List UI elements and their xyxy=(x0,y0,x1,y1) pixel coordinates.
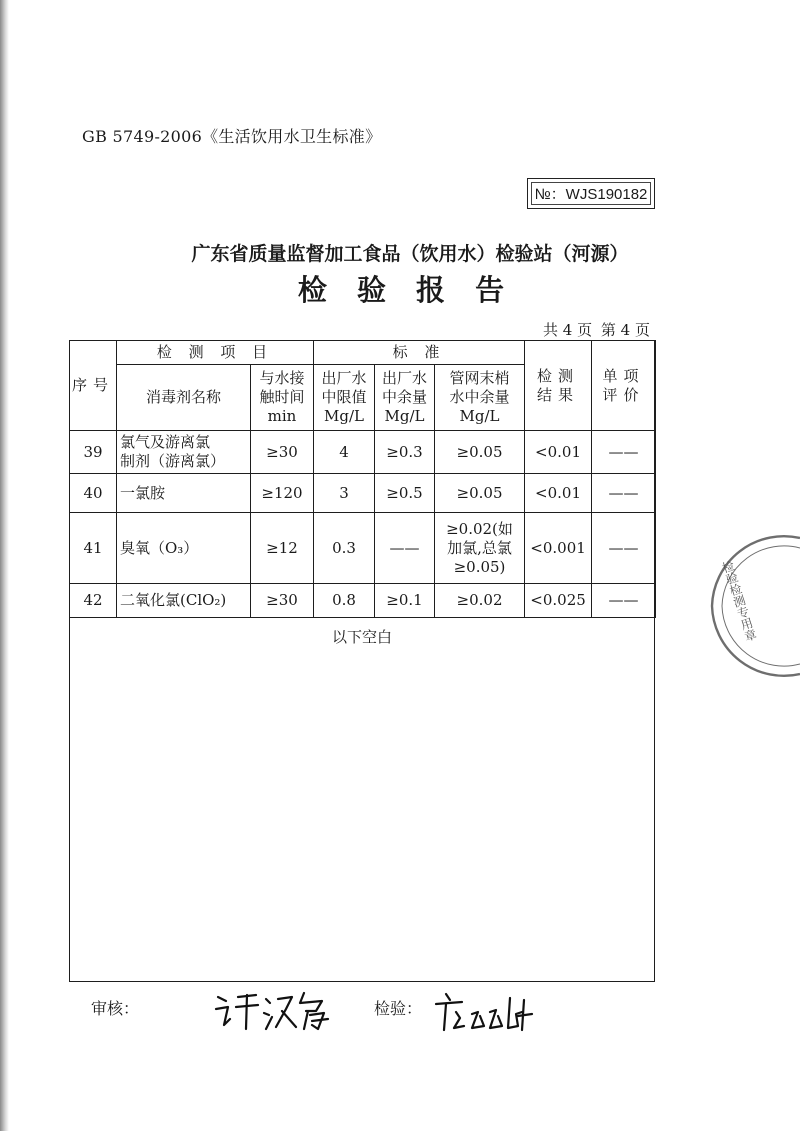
cell-plant-residual: ≥0.3 xyxy=(375,431,435,474)
reviewer-signature xyxy=(212,985,342,1035)
cell-seq: 42 xyxy=(70,584,117,618)
cell-plant-residual: ≥0.1 xyxy=(375,584,435,618)
page-current: 第 4 页 xyxy=(600,321,650,339)
cell-name: 氯气及游离氯 制剂（游离氯） xyxy=(117,431,251,474)
seal-text: 检验检测专用章 xyxy=(719,558,759,644)
header-disinfectant-name: 消毒剂名称 xyxy=(117,365,251,431)
header-contact-time: 与水接 触时间 min xyxy=(251,365,314,431)
report-number: №：WJS190182 xyxy=(534,186,648,203)
table-row xyxy=(70,584,656,618)
cell-limit: 4 xyxy=(314,431,375,474)
cell-contact: ≥120 xyxy=(251,474,314,513)
header-network-residual: 管网末梢 水中余量 Mg/L xyxy=(435,365,525,431)
inspector-label: 检验： xyxy=(374,999,423,1018)
cell-network-residual: ≥0.02(如 加氯,总氯 ≥0.05) xyxy=(435,513,525,584)
report-number-box xyxy=(527,178,655,209)
cell-result: <0.01 xyxy=(525,474,592,513)
cell-evaluation: —— xyxy=(592,474,656,513)
cell-plant-residual: ≥0.5 xyxy=(375,474,435,513)
header-evaluation: 单项 评价 xyxy=(592,341,656,431)
cell-contact: ≥30 xyxy=(251,431,314,474)
cell-evaluation: —— xyxy=(592,584,656,618)
cell-evaluation: —— xyxy=(592,431,656,474)
header-item-group: 检 测 项 目 xyxy=(117,341,314,365)
cell-result: <0.01 xyxy=(525,431,592,474)
cell-result: <0.025 xyxy=(525,584,592,618)
table-row xyxy=(70,474,656,513)
cell-result: <0.001 xyxy=(525,513,592,584)
cell-name: 一氯胺 xyxy=(117,474,251,513)
official-seal xyxy=(700,520,800,690)
cell-plant-residual: —— xyxy=(375,513,435,584)
inspector-signature xyxy=(432,990,542,1038)
cell-network-residual: ≥0.05 xyxy=(435,474,525,513)
blank-below-note: 以下空白 xyxy=(331,628,392,646)
page-total: 共 4 页 xyxy=(543,321,593,339)
scan-edge-shadow xyxy=(0,0,9,1131)
cell-contact: ≥12 xyxy=(251,513,314,584)
standard-reference: GB 5749-2006《生活饮用水卫生标准》 xyxy=(82,127,382,146)
document-title: 检 验 报 告 xyxy=(297,273,515,307)
cell-network-residual: ≥0.05 xyxy=(435,431,525,474)
cell-network-residual: ≥0.02 xyxy=(435,584,525,618)
header-seq: 序号 xyxy=(70,341,117,431)
cell-name: 二氧化氯(ClO₂) xyxy=(117,584,251,618)
organization-title: 广东省质量监督加工食品（饮用水）检验站（河源） xyxy=(191,243,629,265)
cell-name: 臭氧（O₃） xyxy=(117,513,251,584)
results-table xyxy=(69,340,656,618)
cell-seq: 40 xyxy=(70,474,117,513)
cell-evaluation: —— xyxy=(592,513,656,584)
table-row xyxy=(70,513,656,584)
header-plant-residual: 出厂水 中余量 Mg/L xyxy=(375,365,435,431)
cell-seq: 39 xyxy=(70,431,117,474)
cell-limit: 0.3 xyxy=(314,513,375,584)
cell-limit: 3 xyxy=(314,474,375,513)
reviewer-label: 审核： xyxy=(91,999,140,1018)
table-row xyxy=(70,431,656,474)
header-standard-group: 标 准 xyxy=(314,341,525,365)
cell-limit: 0.8 xyxy=(314,584,375,618)
cell-contact: ≥30 xyxy=(251,584,314,618)
page-info xyxy=(541,319,652,340)
header-plant-limit: 出厂水 中限值 Mg/L xyxy=(314,365,375,431)
cell-seq: 41 xyxy=(70,513,117,584)
header-result: 检测 结果 xyxy=(525,341,592,431)
